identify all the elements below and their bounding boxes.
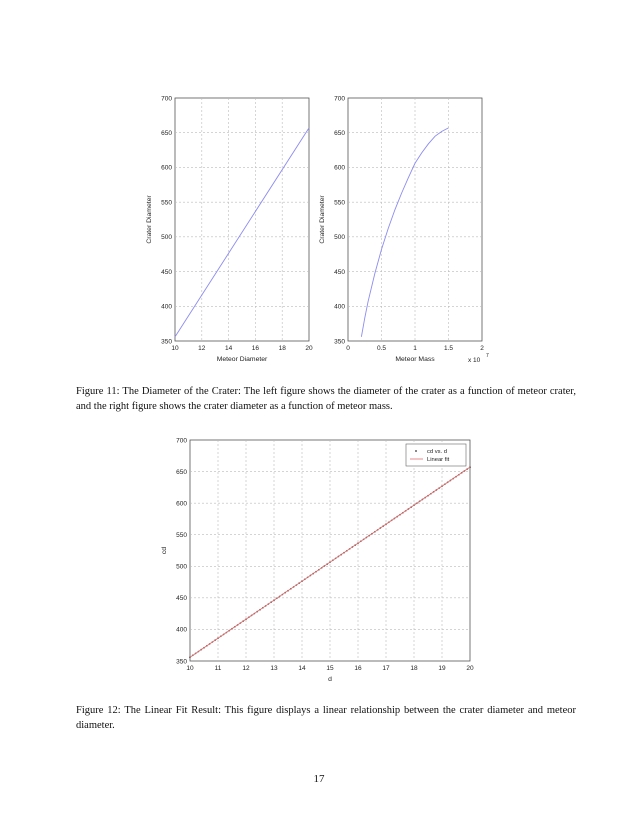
page-number: 17 xyxy=(313,773,325,785)
figure12-caption: Figure 12: The Linear Fit Result: This figure displays a linear relationship between the crater diameter and meteor diameter. xyxy=(76,705,576,731)
y-tick-label: 650 xyxy=(334,130,345,138)
y-tick-label: 500 xyxy=(334,234,345,242)
x-tick-label: 14 xyxy=(224,345,233,352)
x-tick-label: 1.5 xyxy=(443,345,454,352)
y-axis-label: Crater Diameter xyxy=(319,195,326,244)
y-tick-label: 650 xyxy=(176,468,187,476)
x-tick-label: 18 xyxy=(410,665,418,672)
x-tick-label: 17 xyxy=(382,665,390,672)
x-tick-label: 20 xyxy=(305,345,313,352)
y-tick-label: 400 xyxy=(176,626,187,634)
figure11-left-chart xyxy=(145,90,325,365)
x-tick-label: 12 xyxy=(242,665,250,672)
legend-label: cd vs. d xyxy=(427,449,447,455)
y-tick-label: 400 xyxy=(334,303,345,311)
x-axis-exponent: 7 xyxy=(486,353,489,359)
y-tick-label: 350 xyxy=(161,338,172,346)
x-tick-label: 18 xyxy=(278,345,286,352)
y-tick-label: 450 xyxy=(334,268,345,276)
figure12-chart xyxy=(158,432,480,687)
x-tick-label: 2 xyxy=(480,345,484,352)
y-tick-label: 500 xyxy=(161,234,172,242)
x-tick-label: 1 xyxy=(413,345,417,352)
x-tick-label: 16 xyxy=(251,345,260,352)
legend-marker xyxy=(415,450,417,452)
y-tick-label: 450 xyxy=(176,595,187,603)
y-tick-label: 500 xyxy=(176,563,187,571)
legend-label: Linear fit xyxy=(427,457,450,463)
y-tick-label: 600 xyxy=(334,164,345,172)
x-tick-label: 12 xyxy=(198,345,206,352)
x-tick-label: 15 xyxy=(326,665,334,672)
x-axis-label: Meteor Diameter xyxy=(216,356,268,363)
y-tick-label: 600 xyxy=(176,500,187,508)
y-tick-label: 550 xyxy=(161,199,172,207)
y-axis-label: cd xyxy=(161,546,168,555)
y-axis-label: Crater Diameter xyxy=(146,195,153,244)
x-axis-label: Meteor Mass xyxy=(395,356,435,363)
y-tick-label: 350 xyxy=(176,658,187,666)
x-tick-label: 0.5 xyxy=(376,345,387,352)
x-tick-label: 10 xyxy=(171,345,179,352)
y-tick-label: 600 xyxy=(161,164,172,172)
plot-frame xyxy=(175,98,309,341)
x-tick-label: 13 xyxy=(270,665,278,672)
y-tick-label: 450 xyxy=(161,268,172,276)
y-tick-label: 400 xyxy=(161,303,172,311)
x-axis-multiplier: x 10 xyxy=(468,357,481,364)
x-tick-label: 10 xyxy=(186,665,194,672)
figure11-right-chart xyxy=(318,90,498,365)
y-tick-label: 700 xyxy=(161,95,172,103)
x-tick-label: 14 xyxy=(298,665,306,672)
y-tick-label: 700 xyxy=(334,95,345,103)
x-tick-label: 19 xyxy=(438,665,446,672)
figure11-caption: Figure 11: The Diameter of the Crater: The left figure shows the diameter of the crater as a function of meteor crater, and the right figure shows the crater diameter as a function of meteor mass. xyxy=(76,386,576,412)
y-tick-label: 650 xyxy=(161,130,172,138)
y-tick-label: 550 xyxy=(334,199,345,207)
x-tick-label: 20 xyxy=(466,665,474,672)
x-tick-label: 16 xyxy=(354,665,362,672)
x-axis-label: d xyxy=(328,676,332,683)
x-tick-label: 0 xyxy=(346,345,350,352)
y-tick-label: 700 xyxy=(176,437,187,445)
y-tick-label: 550 xyxy=(176,532,187,540)
x-tick-label: 11 xyxy=(214,665,222,672)
y-tick-label: 350 xyxy=(334,338,345,346)
